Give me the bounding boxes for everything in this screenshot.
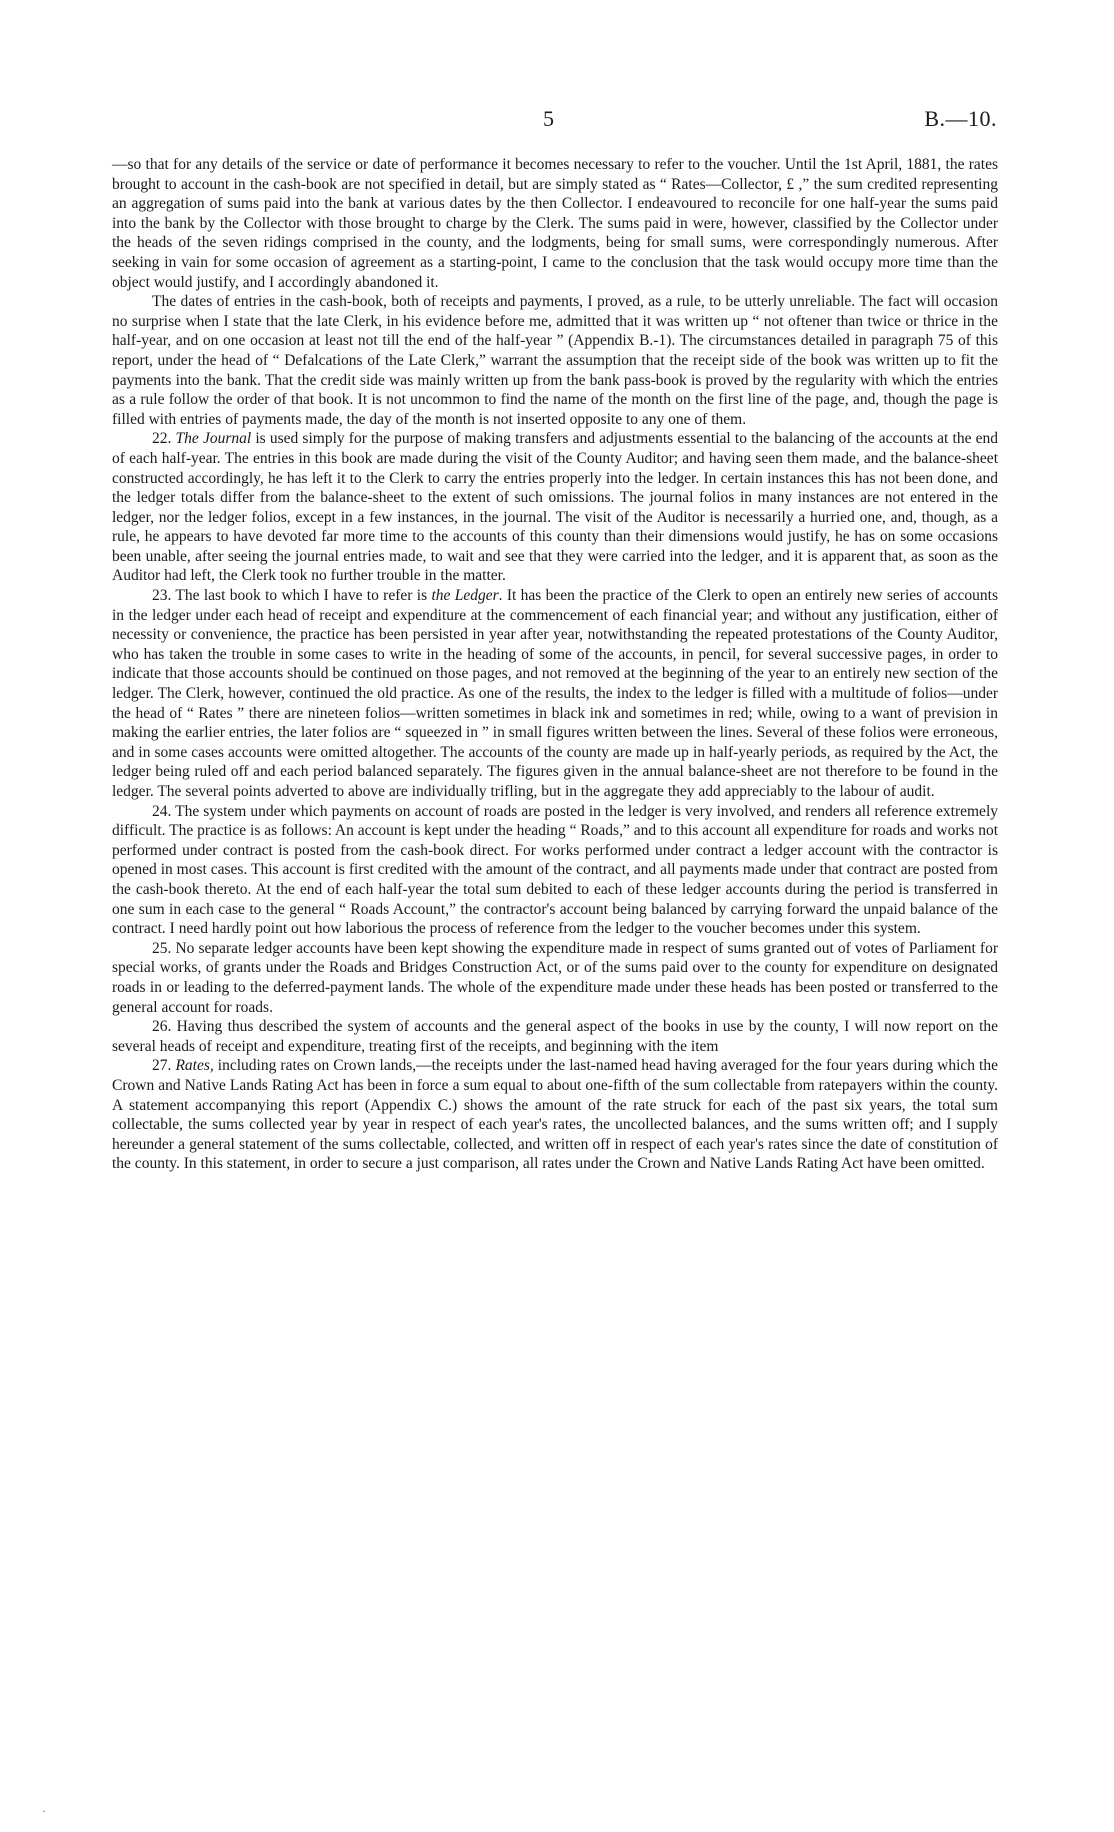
paragraph: [112, 1017, 998, 1056]
paragraph: [112, 292, 998, 429]
italic-term: The Journal: [175, 430, 252, 448]
page-number: 5: [543, 106, 554, 131]
italic-term: Rates,: [175, 1057, 214, 1075]
paragraph-text: . It has been the practice of the Clerk to open an entirely new series of accounts in the ledger under each head of receipt and expenditure at the commencement of each financial year; and without any justification, either of necessity or convenience, the practice has been persisted in year after year, notwithstanding the repeated protestations of the County Auditor, who has taken the trouble in some cases to write in the heading of some of the accounts, in pencil, for several successive pages, in order to indicate that those accounts should be continued on those pages, and not removed at the beginning of the year to an entirely new section of the ledger. The Clerk, however, continued the old practice. As one of the results, the index to the ledger is filled with a multitude of folios—under the head of “ Rates ” there are nineteen folios—written sometimes in black ink and sometimes in red; while, owing to a want of prevision in making the earlier entries, the later folios are “ squeezed in ” in small figures written between the lines. Several of these folios were erroneous, and in some cases accounts were omitted altogether. The accounts of the county are made up in half-yearly periods, as required by the Act, the ledger being ruled off and each period balanced separately. The figures given in the annual balance-sheet are not therefore to be found in the ledger. The several points adverted to above are individually trifling, but in the aggregate they add appreciably to the labour of audit.: [112, 587, 998, 800]
paragraph-text: 27.: [152, 1057, 176, 1075]
paragraph: [112, 429, 998, 586]
paragraph: [112, 1056, 998, 1174]
paragraph: [112, 586, 998, 802]
paragraph: [112, 802, 998, 939]
paragraph: [112, 939, 998, 1017]
scan-speck: ·: [42, 1804, 46, 1818]
body-text: [112, 155, 998, 1174]
page-reference: B.—10.: [924, 106, 997, 131]
paragraph-text: 26. Having thus described the system of accounts and the general aspect of the books in use by the county, I will now report on the several heads of receipt and expenditure, treating first of the receipts, and beginning with the item: [112, 1018, 998, 1055]
paragraph: [112, 155, 998, 292]
italic-term: the Ledger: [431, 587, 499, 605]
paragraph-text: including rates on Crown lands,—the receipts under the last-named head having averaged for the four years during which the Crown and Native Lands Rating Act has been in force a sum equal to about one-fifth of the sum collectable from ratepayers within the county. A statement accompanying this report (Appendix C.) shows the amount of the rate struck for each of the past six years, the total sum collectable, the sums collected year by year in respect of each year's rates, the uncollected balances, and the sums written off; and I supply hereunder a general statement of the sums collectable, collected, and written off in respect of each year's rates since the date of constitution of the county. In this statement, in order to secure a just comparison, all rates under the Crown and Native Lands Rating Act have been omitted.: [112, 1057, 998, 1173]
paragraph-text: is used simply for the purpose of making transfers and adjustments essential to the balancing of the accounts at the end of each half-year. The entries in this book are made during the visit of the County Auditor; and having seen them made, and the balance-sheet constructed accordingly, he has left it to the Clerk to carry the entries properly into the ledger. In certain instances this has not been done, and the ledger totals differ from the balance-sheet to the extent of such omissions. The journal folios in many instances are not entered in the ledger, nor the ledger folios, except in a few instances, in the journal. The visit of the Auditor is necessarily a hurried one, and, though, as a rule, he appears to have devoted far more time to the accounts of this county than their dimensions would justify, he has on some occasions been unable, after seeing the journal entries made, to wait and see that they were carried into the ledger, and it is apparent that, as soon as the Auditor had left, the Clerk took no further trouble in the matter.: [112, 430, 999, 585]
paragraph-text: 24. The system under which payments on account of roads are posted in the ledger is very involved, and renders all reference extremely difficult. The practice is as follows: An account is kept under the heading “ Roads,” and to this account all expenditure for roads and works not performed under contract is posted from the cash-book direct. For works performed under contract a ledger account with the contractor is opened in most cases. This account is first credited with the amount of the contract, and all payments made under that contract are posted from the cash-book thereto. At the end of each half-year the total sum debited to each of these ledger accounts during the period is transferred in one sum in each case to the general “ Roads Account,” the contractor's account being balanced by carrying forward the unpaid balance of the contract. I need hardly point out how laborious the process of reference from the ledger to the voucher becomes under this system.: [112, 802, 998, 938]
paragraph-text: —so that for any details of the service or date of performance it becomes necessary to refer to the voucher. Until the 1st April, 1881, the rates brought to account in the cash-book are not specified in detail, but are simply stated as “ Rates—Collector, £ ,” the sum credited representing an aggregation of sums paid into the bank at various dates by the then Collector. I endeavoured to reconcile for one half-year the sums paid into the bank by the Collector with those brought to charge by the Clerk. The sums paid in were, however, classified by the Collector under the heads of the seven ridings comprised in the county, and the lodgments, being for small sums, were correspondingly numerous. After seeking in vain for some occasion of agreement as a starting-point, I came to the conclusion that the task would occupy more time than the object would justify, and I accordingly abandoned it.: [112, 156, 998, 291]
paragraph-text: The dates of entries in the cash-book, both of receipts and payments, I proved, as a rule, to be utterly unreliable. The fact will occasion no surprise when I state that the late Clerk, in his evidence before me, admitted that it was written up “ not oftener than twice or thrice in the half-year, and on one occasion at least not till the end of the half-year ” (Appendix B.-1). The circumstances detailed in paragraph 75 of this report, under the head of “ Defalcations of the Late Clerk,” warrant the assumption that the receipt side of the book was written up to fit the payments into the bank. That the credit side was mainly written up from the bank pass-book is proved by the regularity with which the entries as a rule follow the order of that book. It is not uncommon to find the name of the month on the first line of the page, and, though the page is filled with entries of payments made, the day of the month is not inserted opposite to any one of them.: [112, 293, 998, 428]
paragraph-text: 22.: [152, 430, 176, 448]
paragraph-text: 25. No separate ledger accounts have been kept showing the expenditure made in respect of sums granted out of votes of Parliament for special works, of grants under the Roads and Bridges Construction Act, or of the sums paid over to the county for expenditure on designated roads in or leading to the deferred-payment lands. The whole of the expenditure made under these heads has been posted or transferred to the general account for roads.: [112, 939, 998, 1016]
paragraph-text: 23. The last book to which I have to refer is: [152, 587, 432, 605]
page-header: [0, 106, 1114, 136]
